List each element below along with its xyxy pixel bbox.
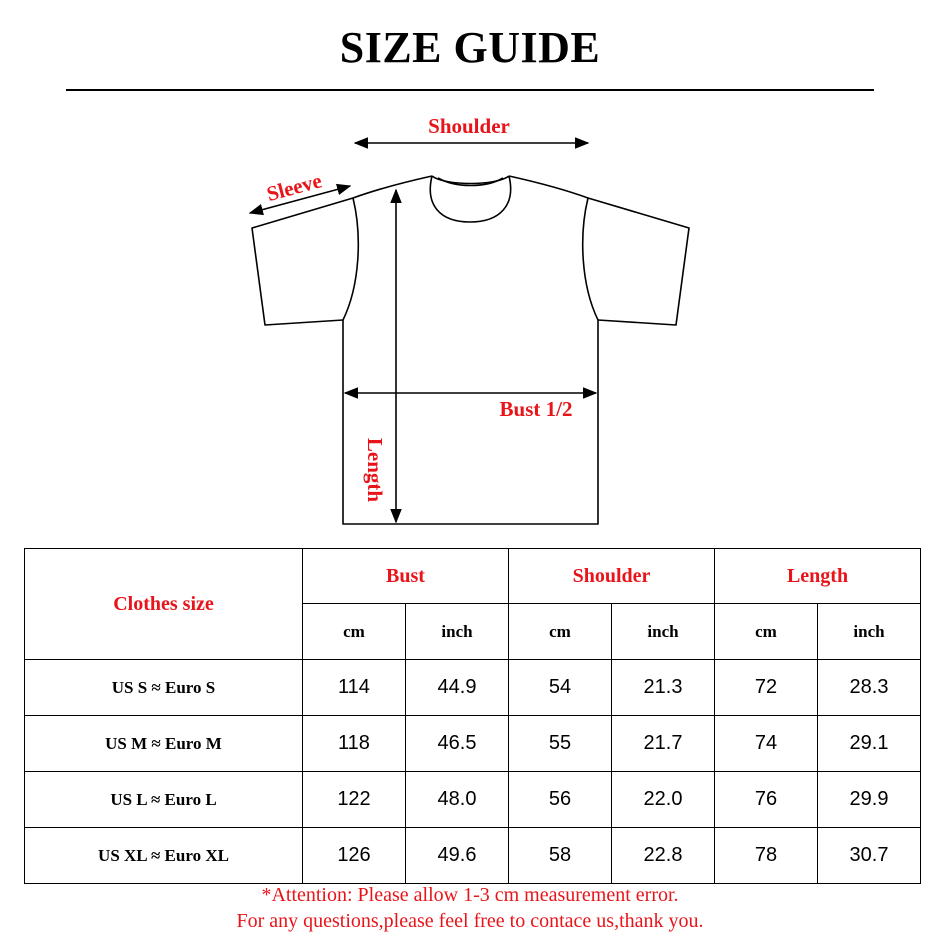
table-cell: 21.7 — [612, 716, 715, 772]
table-cell: 29.1 — [818, 716, 921, 772]
tshirt-left-sleeve-seam — [343, 198, 358, 320]
table-cell: 46.5 — [406, 716, 509, 772]
table-cell: 58 — [509, 828, 612, 884]
table-cell: 76 — [715, 772, 818, 828]
size-label: US L ≈ Euro L — [25, 772, 303, 828]
unit-header: inch — [612, 604, 715, 660]
unit-header: cm — [715, 604, 818, 660]
table-row — [25, 716, 921, 772]
page-title: SIZE GUIDE — [339, 23, 601, 72]
table-cell: 72 — [715, 660, 818, 716]
contact-note: For any questions,please feel free to contace us,thank you. — [236, 910, 704, 932]
table-cell: 74 — [715, 716, 818, 772]
table-cell: 118 — [303, 716, 406, 772]
table-cell: 22.8 — [612, 828, 715, 884]
table-cell: 54 — [509, 660, 612, 716]
length-header: Length — [715, 549, 921, 604]
unit-header: cm — [509, 604, 612, 660]
table-cell: 44.9 — [406, 660, 509, 716]
table-row — [25, 660, 921, 716]
table-cell: 49.6 — [406, 828, 509, 884]
tshirt-collar-outer — [432, 176, 509, 184]
tshirt-collar-inner — [438, 178, 503, 186]
table-cell: 126 — [303, 828, 406, 884]
size-label: US S ≈ Euro S — [25, 660, 303, 716]
bust-label: Bust 1/2 — [499, 397, 573, 421]
size-table — [24, 548, 921, 884]
table-cell: 122 — [303, 772, 406, 828]
tshirt-right-sleeve-seam — [583, 198, 598, 320]
shoulder-label: Shoulder — [428, 114, 510, 138]
size-label: US XL ≈ Euro XL — [25, 828, 303, 884]
table-row — [25, 828, 921, 884]
shoulder-header: Shoulder — [509, 549, 715, 604]
size-label: US M ≈ Euro M — [25, 716, 303, 772]
bust-header: Bust — [303, 549, 509, 604]
tshirt-outline — [252, 176, 689, 524]
unit-header: cm — [303, 604, 406, 660]
unit-header: inch — [818, 604, 921, 660]
table-cell: 28.3 — [818, 660, 921, 716]
table-cell: 29.9 — [818, 772, 921, 828]
table-cell: 21.3 — [612, 660, 715, 716]
table-cell: 55 — [509, 716, 612, 772]
sleeve-label: Sleeve — [264, 168, 325, 207]
measurement-error-note: *Attention: Please allow 1-3 cm measurement error. — [261, 884, 679, 906]
length-label: Length — [363, 437, 387, 503]
table-cell: 48.0 — [406, 772, 509, 828]
table-cell: 30.7 — [818, 828, 921, 884]
table-cell: 56 — [509, 772, 612, 828]
table-cell: 78 — [715, 828, 818, 884]
table-cell: 114 — [303, 660, 406, 716]
unit-header: inch — [406, 604, 509, 660]
table-cell: 22.0 — [612, 772, 715, 828]
tshirt-body — [252, 176, 689, 524]
clothes-size-header: Clothes size — [25, 549, 303, 660]
table-row — [25, 772, 921, 828]
